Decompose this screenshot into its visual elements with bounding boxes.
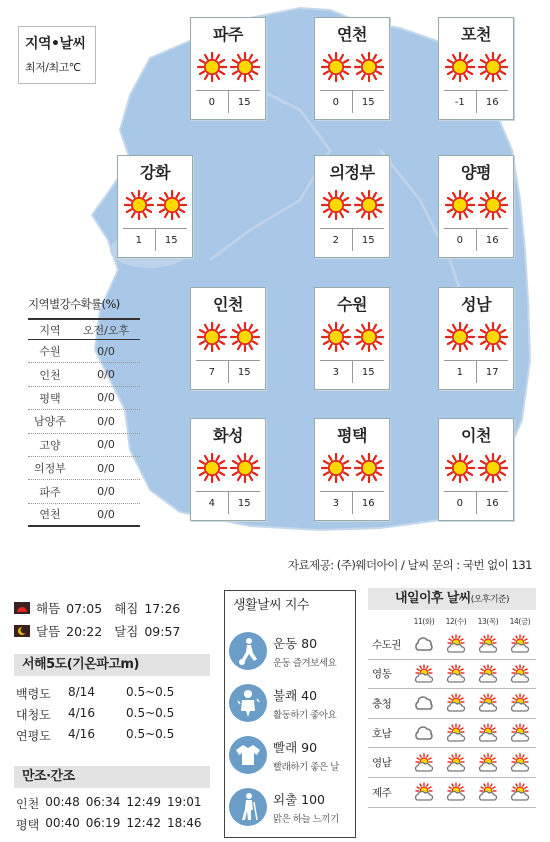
cloud-icon bbox=[413, 694, 435, 712]
partly-sunny-icon bbox=[477, 693, 499, 713]
city-low-temp: 0 bbox=[444, 229, 477, 251]
forecast-cell bbox=[504, 753, 536, 773]
partly-sunny-icon bbox=[413, 782, 435, 802]
forecast-cell bbox=[408, 753, 440, 773]
sun-icon bbox=[124, 190, 154, 220]
forecast-cell bbox=[504, 664, 536, 684]
partly-sunny-icon bbox=[509, 693, 531, 713]
island-wave: 0.5~0.5 bbox=[126, 706, 175, 720]
sun-icon bbox=[321, 52, 351, 82]
living-index-title: 생활날씨 지수 bbox=[233, 598, 309, 613]
sun-icon bbox=[230, 52, 260, 82]
sun-icon bbox=[354, 190, 384, 220]
city-low-temp: 1 bbox=[123, 229, 156, 251]
table-row bbox=[28, 504, 140, 527]
city-card bbox=[438, 17, 514, 120]
city-temps bbox=[123, 228, 187, 251]
city-card bbox=[117, 155, 193, 258]
forecast-day: 13(목) bbox=[477, 617, 499, 626]
forecast-region: 호남 bbox=[372, 727, 392, 740]
forecast-region: 영남 bbox=[372, 757, 392, 770]
forecast-cell bbox=[472, 693, 504, 713]
partly-sunny-icon bbox=[509, 782, 531, 802]
sun-icon bbox=[445, 453, 475, 483]
precip-value: 0/0 bbox=[97, 368, 115, 382]
forecast-cell bbox=[408, 724, 440, 742]
partly-sunny-icon bbox=[509, 664, 531, 684]
sun-icon bbox=[230, 453, 260, 483]
moonrise-time: 20:22 bbox=[66, 623, 103, 639]
city-temps bbox=[444, 90, 508, 113]
forecast-cell bbox=[472, 753, 504, 773]
city-high-temp: 15 bbox=[164, 235, 178, 246]
forecast-row bbox=[368, 689, 536, 719]
sun-icon bbox=[230, 322, 260, 352]
city-temps bbox=[320, 491, 384, 514]
partly-sunny-icon bbox=[445, 753, 467, 773]
moonrise-icon bbox=[14, 625, 30, 637]
precip-value: 0/0 bbox=[97, 438, 115, 452]
city-high-temp: 16 bbox=[485, 498, 499, 509]
island-name: 연평도 bbox=[16, 729, 51, 743]
precip-table-title: 지역별강수확률(%) bbox=[28, 297, 120, 311]
partly-sunny-icon bbox=[445, 664, 467, 684]
precip-probability-table bbox=[28, 296, 140, 527]
city-high-temp: 16 bbox=[361, 498, 375, 509]
living-weather-index bbox=[224, 590, 356, 838]
precip-region: 수원 bbox=[39, 345, 61, 359]
forecast-cell bbox=[472, 664, 504, 684]
living-index-label: 빨래 90 bbox=[273, 739, 318, 755]
city-temps bbox=[444, 360, 508, 383]
partly-sunny-icon bbox=[477, 753, 499, 773]
city-weather-icons bbox=[439, 188, 513, 230]
partly-sunny-icon bbox=[477, 723, 499, 743]
sun-times bbox=[14, 599, 186, 617]
cloud-icon bbox=[413, 635, 435, 653]
sun-icon bbox=[478, 190, 508, 220]
sun-icon bbox=[197, 52, 227, 82]
city-temps bbox=[320, 228, 384, 251]
living-index-item bbox=[229, 679, 353, 727]
laundry-icon bbox=[229, 736, 267, 774]
forecast-cell bbox=[440, 782, 472, 802]
living-index-desc: 맑은 하늘 느끼기 bbox=[273, 813, 339, 825]
data-source: 자료제공: (주)웨더아이 / 날씨 문의 : 국번 없이 131 bbox=[287, 558, 532, 572]
precip-col-region: 지역 bbox=[39, 323, 61, 337]
precip-value: 0/0 bbox=[97, 414, 115, 428]
city-temps bbox=[320, 360, 384, 383]
precip-value: 0/0 bbox=[97, 461, 115, 475]
sunset-label: 해짐 bbox=[114, 601, 139, 616]
table-row bbox=[28, 457, 140, 480]
city-low-temp: -1 bbox=[444, 91, 477, 113]
city-low-temp: 0 bbox=[320, 91, 353, 113]
city-temps bbox=[196, 90, 260, 113]
city-card bbox=[190, 418, 266, 521]
city-weather-icons bbox=[315, 50, 389, 92]
forecast-days bbox=[368, 616, 536, 630]
sun-icon bbox=[321, 190, 351, 220]
city-low-temp: 0 bbox=[444, 492, 477, 514]
precip-region: 파주 bbox=[39, 485, 61, 499]
city-low-temp: 1 bbox=[444, 361, 477, 383]
discomfort-icon bbox=[229, 684, 267, 722]
sun-icon bbox=[478, 52, 508, 82]
city-name: 포천 bbox=[461, 25, 491, 44]
forecast-cell bbox=[440, 634, 472, 654]
living-index-label: 외출 100 bbox=[273, 791, 325, 807]
precip-col-ampm: 오전/오후 bbox=[82, 323, 130, 337]
forecast-region: 제주 bbox=[372, 786, 392, 799]
precip-value: 0/0 bbox=[97, 391, 115, 405]
city-name: 의정부 bbox=[329, 163, 375, 182]
city-low-temp: 2 bbox=[320, 229, 353, 251]
outing-icon bbox=[229, 788, 267, 826]
forecast-title: 내일이후 날씨 bbox=[395, 591, 471, 606]
tide-time: 12:42 bbox=[126, 816, 161, 830]
city-card bbox=[314, 17, 390, 120]
partly-sunny-icon bbox=[477, 782, 499, 802]
living-index-desc: 운동 즐겨보세요 bbox=[273, 657, 337, 669]
city-card bbox=[314, 287, 390, 390]
city-card bbox=[190, 17, 266, 120]
city-weather-icons bbox=[439, 50, 513, 92]
forecast-title-note: (오후기준) bbox=[470, 595, 509, 605]
city-name: 파주 bbox=[213, 25, 243, 44]
tide-time: 19:01 bbox=[166, 795, 202, 809]
tide-time: 18:46 bbox=[166, 816, 202, 830]
city-name: 인천 bbox=[213, 295, 243, 314]
living-index-item bbox=[229, 627, 353, 675]
moonrise-label: 달뜸 bbox=[36, 624, 61, 639]
sun-icon bbox=[445, 322, 475, 352]
tide-header: 만조·간조 bbox=[14, 766, 210, 788]
sunset-time: 17:26 bbox=[144, 600, 181, 616]
partly-sunny-icon bbox=[413, 664, 435, 684]
island-temp: 4/16 bbox=[68, 706, 95, 720]
city-low-temp: 3 bbox=[320, 492, 353, 514]
city-high-temp: 15 bbox=[361, 367, 375, 378]
forecast-cell bbox=[408, 635, 440, 653]
sun-icon bbox=[354, 52, 384, 82]
forecast-cell bbox=[440, 753, 472, 773]
partly-sunny-icon bbox=[477, 664, 499, 684]
table-row bbox=[28, 363, 140, 386]
sun-icon bbox=[354, 322, 384, 352]
city-card bbox=[438, 287, 514, 390]
city-weather-icons bbox=[439, 451, 513, 493]
partly-sunny-icon bbox=[509, 723, 531, 743]
island-temp: 4/16 bbox=[68, 727, 95, 741]
city-card bbox=[438, 155, 514, 258]
sun-icon bbox=[197, 453, 227, 483]
sunrise-icon bbox=[14, 602, 30, 614]
city-name: 평택 bbox=[337, 426, 367, 445]
table-row bbox=[28, 434, 140, 457]
forecast-cell bbox=[504, 782, 536, 802]
forecast-day: 11(화) bbox=[413, 617, 435, 626]
tide-place: 평택 bbox=[16, 818, 40, 832]
legend-title: 지역•날씨 bbox=[25, 36, 86, 52]
city-name: 화성 bbox=[213, 426, 243, 445]
forecast-cell bbox=[440, 664, 472, 684]
table-row bbox=[28, 387, 140, 410]
precip-value: 0/0 bbox=[97, 507, 115, 521]
precip-region: 평택 bbox=[39, 391, 61, 405]
city-weather-icons bbox=[315, 320, 389, 362]
partly-sunny-icon bbox=[445, 634, 467, 654]
city-card bbox=[190, 287, 266, 390]
living-index-desc: 활동하기 좋아요 bbox=[273, 709, 337, 721]
sun-icon bbox=[478, 322, 508, 352]
cloud-icon bbox=[413, 724, 435, 742]
moonset-time: 09:57 bbox=[144, 623, 181, 639]
forecast-region: 충청 bbox=[372, 697, 392, 710]
precip-table-header bbox=[28, 318, 140, 340]
city-name: 수원 bbox=[337, 295, 367, 314]
precip-region: 인천 bbox=[39, 368, 61, 382]
forecast-cell bbox=[440, 693, 472, 713]
forecast-row bbox=[368, 630, 536, 660]
living-index-item bbox=[229, 731, 353, 779]
living-index-desc: 빨래하기 좋은 날 bbox=[273, 761, 339, 773]
west-sea-row bbox=[16, 706, 196, 723]
west-sea-row bbox=[16, 727, 196, 744]
city-name: 강화 bbox=[140, 163, 170, 182]
partly-sunny-icon bbox=[445, 723, 467, 743]
sun-icon bbox=[157, 190, 187, 220]
living-index-item bbox=[229, 783, 353, 831]
table-row bbox=[28, 410, 140, 433]
sunrise-time: 07:05 bbox=[66, 600, 103, 616]
sun-icon bbox=[445, 52, 475, 82]
forecast-cell bbox=[504, 723, 536, 743]
table-row bbox=[28, 340, 140, 363]
moon-times bbox=[14, 622, 186, 640]
forecast-row bbox=[368, 748, 536, 778]
tide-row bbox=[16, 795, 208, 812]
sun-icon bbox=[197, 322, 227, 352]
west-sea-header: 서해5도(기온파고m) bbox=[14, 654, 210, 676]
tide-time: 00:40 bbox=[45, 816, 80, 830]
map-legend bbox=[18, 26, 96, 84]
exercise-icon bbox=[229, 632, 267, 670]
tide-time: 00:48 bbox=[45, 795, 80, 809]
sunrise-label: 해뜸 bbox=[36, 601, 61, 616]
sun-icon bbox=[321, 453, 351, 483]
city-high-temp: 15 bbox=[237, 498, 251, 509]
forecast-cell bbox=[504, 693, 536, 713]
forecast-row bbox=[368, 778, 536, 808]
table-row bbox=[28, 480, 140, 503]
forecast-row bbox=[368, 719, 536, 749]
forecast-cell bbox=[408, 782, 440, 802]
precip-region: 의정부 bbox=[34, 462, 66, 476]
tide-row bbox=[16, 816, 208, 833]
city-weather-icons bbox=[118, 188, 192, 230]
partly-sunny-icon bbox=[509, 634, 531, 654]
tide-time: 12:49 bbox=[126, 795, 161, 809]
city-low-temp: 0 bbox=[196, 91, 229, 113]
city-card bbox=[314, 155, 390, 258]
island-temp: 8/14 bbox=[68, 685, 95, 699]
city-name: 이천 bbox=[461, 426, 491, 445]
legend-subtitle: 최저/최고℃ bbox=[25, 61, 81, 74]
sun-icon bbox=[478, 453, 508, 483]
city-high-temp: 17 bbox=[485, 367, 499, 378]
city-weather-icons bbox=[315, 451, 389, 493]
partly-sunny-icon bbox=[477, 634, 499, 654]
forecast-cell bbox=[472, 634, 504, 654]
living-index-label: 불쾌 40 bbox=[273, 687, 318, 703]
west-sea-row bbox=[16, 685, 196, 702]
extended-forecast bbox=[368, 588, 536, 808]
city-temps bbox=[196, 360, 260, 383]
forecast-cell bbox=[408, 694, 440, 712]
city-weather-icons bbox=[191, 320, 265, 362]
forecast-row bbox=[368, 660, 536, 690]
sun-icon bbox=[445, 190, 475, 220]
city-high-temp: 15 bbox=[361, 97, 375, 108]
island-wave: 0.5~0.5 bbox=[126, 685, 175, 699]
forecast-region: 수도권 bbox=[372, 638, 401, 651]
city-weather-icons bbox=[191, 451, 265, 493]
city-weather-icons bbox=[191, 50, 265, 92]
partly-sunny-icon bbox=[445, 782, 467, 802]
city-name: 양평 bbox=[461, 163, 491, 182]
island-name: 대청도 bbox=[16, 708, 51, 722]
city-card bbox=[314, 418, 390, 521]
tide-place: 인천 bbox=[16, 797, 40, 811]
island-name: 백령도 bbox=[16, 687, 51, 701]
moonset-label: 달짐 bbox=[114, 624, 139, 639]
city-temps bbox=[444, 228, 508, 251]
precip-region: 남양주 bbox=[34, 415, 66, 429]
forecast-cell bbox=[408, 664, 440, 684]
city-temps bbox=[196, 491, 260, 514]
forecast-cell bbox=[440, 723, 472, 743]
tide-time: 06:34 bbox=[85, 795, 121, 809]
tide-time: 06:19 bbox=[85, 816, 121, 830]
forecast-day: 12(수) bbox=[445, 617, 467, 626]
city-weather-icons bbox=[439, 320, 513, 362]
city-high-temp: 15 bbox=[237, 367, 251, 378]
city-card bbox=[438, 418, 514, 521]
forecast-cell bbox=[504, 634, 536, 654]
forecast-cell bbox=[472, 782, 504, 802]
partly-sunny-icon bbox=[445, 693, 467, 713]
sun-icon bbox=[321, 322, 351, 352]
precip-value: 0/0 bbox=[97, 485, 115, 499]
city-low-temp: 4 bbox=[196, 492, 229, 514]
city-high-temp: 15 bbox=[237, 97, 251, 108]
forecast-region: 영동 bbox=[372, 668, 392, 681]
partly-sunny-icon bbox=[413, 753, 435, 773]
sun-icon bbox=[354, 453, 384, 483]
forecast-cell bbox=[472, 723, 504, 743]
forecast-day: 14(금) bbox=[509, 617, 531, 626]
city-high-temp: 16 bbox=[485, 97, 499, 108]
city-high-temp: 16 bbox=[485, 235, 499, 246]
precip-region: 연천 bbox=[39, 508, 61, 522]
island-wave: 0.5~0.5 bbox=[126, 727, 175, 741]
city-high-temp: 15 bbox=[361, 235, 375, 246]
city-temps bbox=[320, 90, 384, 113]
city-name: 성남 bbox=[461, 295, 491, 314]
city-temps bbox=[444, 491, 508, 514]
city-low-temp: 7 bbox=[196, 361, 229, 383]
city-weather-icons bbox=[315, 188, 389, 230]
precip-value: 0/0 bbox=[97, 344, 115, 358]
precip-region: 고양 bbox=[39, 438, 61, 452]
forecast-header bbox=[368, 588, 536, 610]
partly-sunny-icon bbox=[509, 753, 531, 773]
city-low-temp: 3 bbox=[320, 361, 353, 383]
living-index-label: 운동 80 bbox=[273, 635, 318, 651]
city-name: 연천 bbox=[337, 25, 367, 44]
